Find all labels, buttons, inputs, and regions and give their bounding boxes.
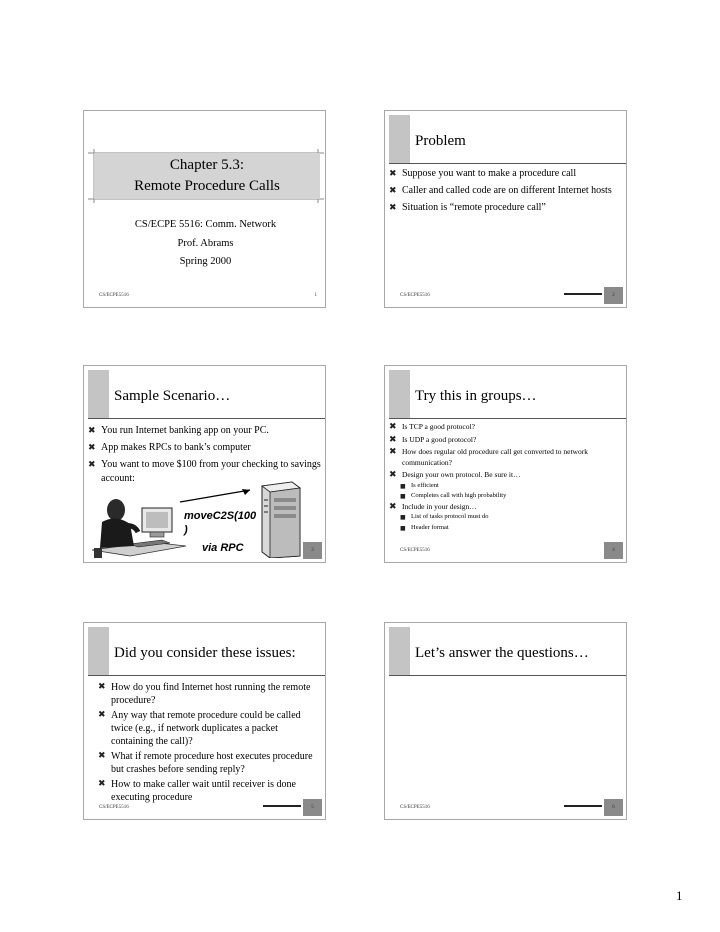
- title-accent: [88, 627, 109, 675]
- bullet-item: ✖ Caller and called code are on different Internet hosts: [389, 184, 621, 198]
- bullet-list: [389, 422, 625, 533]
- footer-rule: [564, 293, 602, 295]
- person-at-computer-clipart: [90, 494, 188, 560]
- page-number: 1: [676, 888, 683, 903]
- slide-title: Try this in groups…: [415, 388, 537, 404]
- bullet-item: ✖ Is TCP a good protocol?: [389, 422, 625, 433]
- slide-title: Sample Scenario…: [114, 388, 231, 404]
- slide-6: [384, 622, 627, 820]
- slide-title: Did you consider these issues:: [114, 645, 296, 661]
- bullet-list: [389, 167, 621, 215]
- bullet-item: ✖ App makes RPCs to bank’s computer: [88, 441, 322, 455]
- bullet-item: ✖ Situation is “remote procedure call”: [389, 201, 621, 215]
- rpc-call-label: moveC2S(100: [184, 510, 257, 522]
- sub-bullet-item: ■ Completes call with high probability: [389, 491, 625, 502]
- title-accent: [389, 370, 410, 418]
- title-accent: [88, 370, 109, 418]
- slide-title: Problem: [415, 133, 466, 149]
- bullet-item: ✖ What if remote procedure host executes procedure but crashes before sending reply?: [98, 750, 320, 776]
- bullet-item: ✖ You want to move $100 from your checking to savings account:: [88, 458, 322, 486]
- slide-number: 6: [612, 805, 615, 810]
- title-accent: [389, 115, 410, 163]
- slide-number-box: [604, 287, 623, 304]
- title-rule: [389, 418, 626, 419]
- bullet-item: ✖ Include in your design…: [389, 502, 625, 513]
- slide-title: Let’s answer the questions…: [415, 645, 589, 661]
- via-rpc-label: via RPC: [202, 542, 244, 554]
- slide-number-box: [604, 799, 623, 816]
- slide-number: 4: [612, 548, 615, 553]
- slide-number: 5: [311, 805, 314, 810]
- bullet-item: ✖ How does regular old procedure call get converted to network communication?: [389, 447, 625, 468]
- slide-footer: CS/ECPE5516: [99, 805, 129, 810]
- bullet-item: ✖ Design your own protocol. Be sure it…: [389, 470, 625, 481]
- sub-bullet-item: ■ Header format: [389, 523, 625, 534]
- title-rule: [88, 418, 325, 419]
- slide-2: [384, 110, 627, 308]
- bullet-item: ✖ You run Internet banking app on your PC.: [88, 424, 322, 438]
- bullet-item: ✖ How to make caller wait until receiver is done executing procedure: [98, 778, 320, 804]
- server-tower-icon: [254, 480, 302, 558]
- footer-rule: [564, 805, 602, 807]
- slide-footer: CS/ECPE5516: [400, 293, 430, 298]
- slide-1: [83, 110, 326, 308]
- bullet-item: ✖ Is UDP a good protocol?: [389, 435, 625, 446]
- slide-number: 2: [612, 293, 615, 298]
- rpc-call-label-cont: ): [184, 524, 188, 536]
- slide-number: 3: [311, 548, 314, 553]
- bullet-list: [98, 681, 320, 804]
- sub-bullet-item: ■ List of tasks protocol must do: [389, 512, 625, 523]
- slide-3: [83, 365, 326, 563]
- slide-footer: CS/ECPE5516: [99, 293, 129, 298]
- title-rule: [389, 163, 626, 164]
- sub-bullet-item: ■ Is efficient: [389, 481, 625, 492]
- bullet-item: ✖ Suppose you want to make a procedure call: [389, 167, 621, 181]
- instructor: Prof. Abrams: [177, 238, 234, 249]
- bullet-item: ✖ How do you find Internet host running the remote procedure?: [98, 681, 320, 707]
- slide-footer: CS/ECPE5516: [400, 548, 430, 553]
- arrow-icon: [178, 486, 258, 506]
- title-rule: [389, 675, 626, 676]
- title-rule: [88, 675, 325, 676]
- slide-title: Chapter 5.3:: [169, 157, 245, 173]
- title-accent: [389, 627, 410, 675]
- course-name: CS/ECPE 5516: Comm. Network: [134, 219, 277, 230]
- footer-rule: [263, 805, 301, 807]
- slide-number-box: [604, 542, 623, 559]
- bullet-item: ✖ Any way that remote procedure could be called twice (e.g., if network duplicates a packet containing the call)?: [98, 709, 320, 748]
- bullet-list: [88, 424, 322, 486]
- slide-title-line-2: Remote Procedure Calls: [134, 178, 280, 194]
- slide-footer: CS/ECPE5516: [400, 805, 430, 810]
- term: Spring 2000: [179, 256, 232, 267]
- slide-4: [384, 365, 627, 563]
- slide-number-box: [303, 799, 322, 816]
- slide-number: 1: [314, 293, 317, 298]
- slide-5: [83, 622, 326, 820]
- slide-number-box: [303, 542, 322, 559]
